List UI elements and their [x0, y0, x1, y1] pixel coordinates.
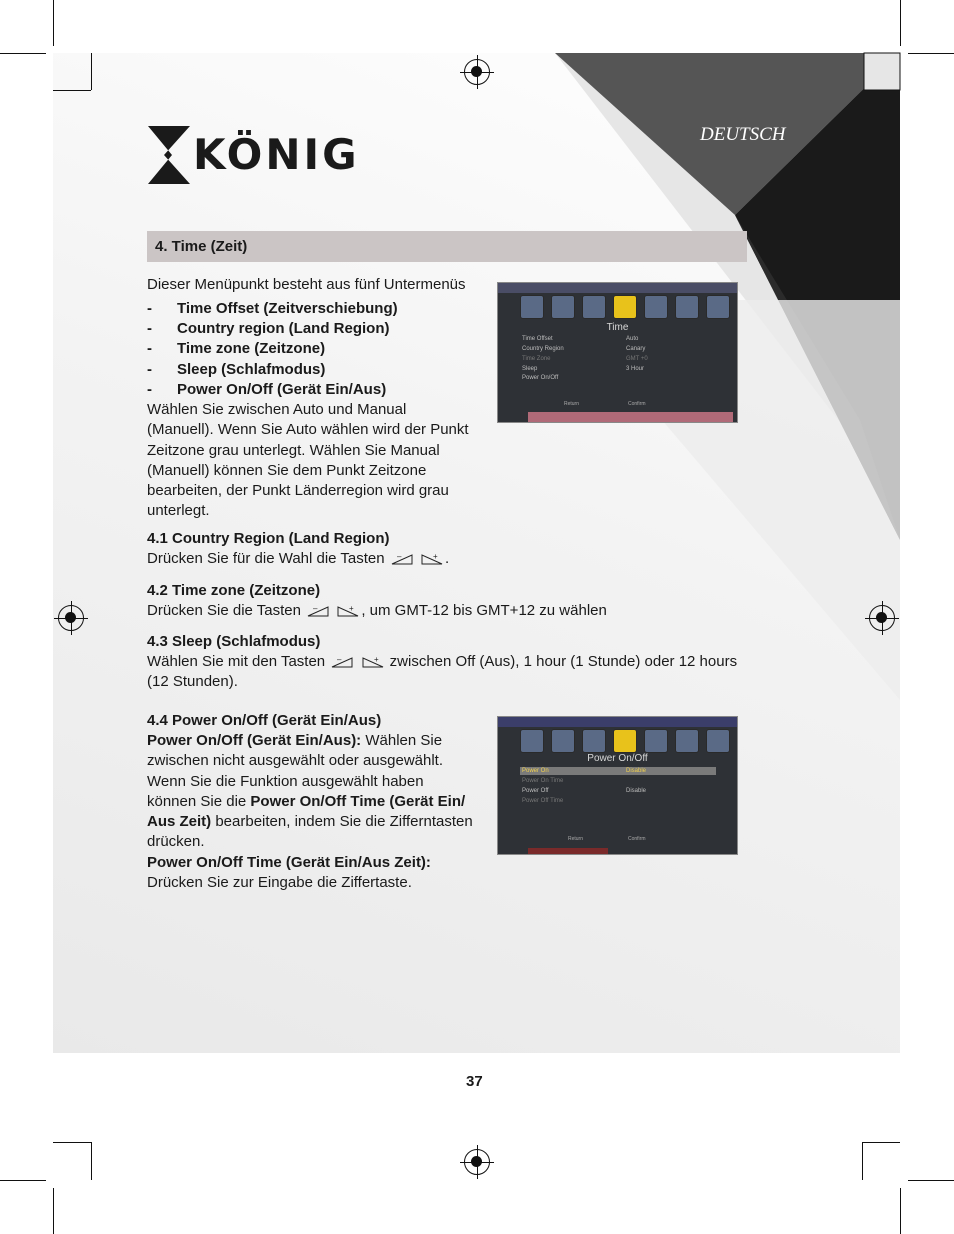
- crop-mark: [0, 53, 46, 54]
- registration-mark-icon: [58, 605, 84, 631]
- crop-mark: [908, 1180, 954, 1181]
- subsection-text: Drücken Sie die Tasten – + , um GMT-12 bis GMT+12 zu wählen: [147, 602, 607, 619]
- crop-mark: [53, 0, 54, 46]
- crop-mark: [91, 1142, 92, 1180]
- tv-menu-screenshot-time: Time Time Offset Auto Country Region Canary Time Zone GMT +0 Sleep 3 Hour Power On/Off Return Confirm: [497, 282, 738, 423]
- crop-mark: [900, 0, 901, 46]
- crop-mark: [91, 53, 92, 90]
- bullet-item: - Time Offset (Zeitverschiebung): [147, 300, 398, 317]
- bullet-item: - Time zone (Zeitzone): [147, 340, 326, 357]
- volume-up-key-icon: [362, 656, 384, 668]
- intro-paragraph: Wählen Sie zwischen Auto und Manual (Manuell). Wenn Sie Auto wählen wird der Punkt Zeitzone grau unterlegt. Wählen Sie Manual (Manuell) können Sie dem Punkt Zeitzone bearbeiten, der Punkt Länderregion wird grau unterlegt.: [147, 401, 469, 520]
- konig-logo-icon: [148, 126, 190, 184]
- subsection-text: Drücken Sie für die Wahl die Tasten – + .: [147, 550, 450, 567]
- crop-mark: [900, 1188, 901, 1234]
- subsection-heading: 4.4 Power On/Off (Gerät Ein/Aus): [147, 712, 382, 729]
- subsection-heading: 4.3 Sleep (Schlafmodus): [147, 633, 321, 650]
- section-title: 4. Time (Zeit): [155, 238, 248, 255]
- bullet-item: - Sleep (Schlafmodus): [147, 361, 326, 378]
- bullet-item: - Country region (Land Region): [147, 320, 390, 337]
- section-header: [147, 231, 747, 262]
- volume-down-key-icon: [331, 656, 353, 668]
- subsection-text: Wählen Sie mit den Tasten – + zwischen Off (Aus), 1 hour (1 Stunde) oder 12 hours (12 Stunden).: [147, 653, 738, 691]
- svg-text:+: +: [432, 553, 438, 561]
- volume-up-key-icon: [421, 553, 443, 565]
- crop-mark: [862, 1142, 863, 1180]
- crop-mark: [53, 1142, 91, 1143]
- subsection-heading: 4.1 Country Region (Land Region): [147, 530, 390, 547]
- crop-mark: [862, 1142, 900, 1143]
- svg-text:–: –: [337, 656, 342, 664]
- crop-mark: [53, 1188, 54, 1234]
- crop-mark: [0, 1180, 46, 1181]
- svg-text:+: +: [349, 605, 354, 613]
- bullet-item: - Power On/Off (Gerät Ein/Aus): [147, 381, 387, 398]
- volume-up-key-icon: [337, 605, 359, 617]
- volume-down-key-icon: [307, 605, 329, 617]
- subsection-heading: 4.2 Time zone (Zeitzone): [147, 582, 321, 599]
- crop-mark: [53, 90, 91, 91]
- crop-mark: [908, 53, 954, 54]
- page-number: 37: [466, 1073, 483, 1090]
- brand-logo-text: KÖNIG: [193, 130, 360, 179]
- svg-text:+: +: [373, 656, 379, 664]
- intro-text: Dieser Menüpunkt besteht aus fünf Untermenüs: [147, 276, 466, 293]
- volume-down-key-icon: [391, 553, 413, 565]
- registration-mark-icon: [869, 605, 895, 631]
- svg-text:–: –: [313, 605, 318, 613]
- registration-mark-icon: [464, 1149, 490, 1175]
- language-label: DEUTSCH: [700, 124, 786, 145]
- svg-text:–: –: [396, 553, 402, 561]
- subsection-text: Power On/Off (Gerät Ein/Aus): Wählen Sie zwischen nicht ausgewählt oder ausgewählt. Wenn Sie die Funktion ausgewählt haben können Sie die Power On/Off Time (Gerät Ein/ Aus Zeit) bearbeiten, indem Sie die Zifferntasten drücken. Power On/Off Time (Gerät Ein/Aus Zeit): Drücken Sie zur Eingabe die Ziffertaste.: [147, 732, 473, 892]
- registration-mark-icon: [464, 59, 490, 85]
- tv-menu-screenshot-power: Power On/Off Power On Disable Power On Time Power Off Disable Power Off Time Return Confirm: [497, 716, 738, 855]
